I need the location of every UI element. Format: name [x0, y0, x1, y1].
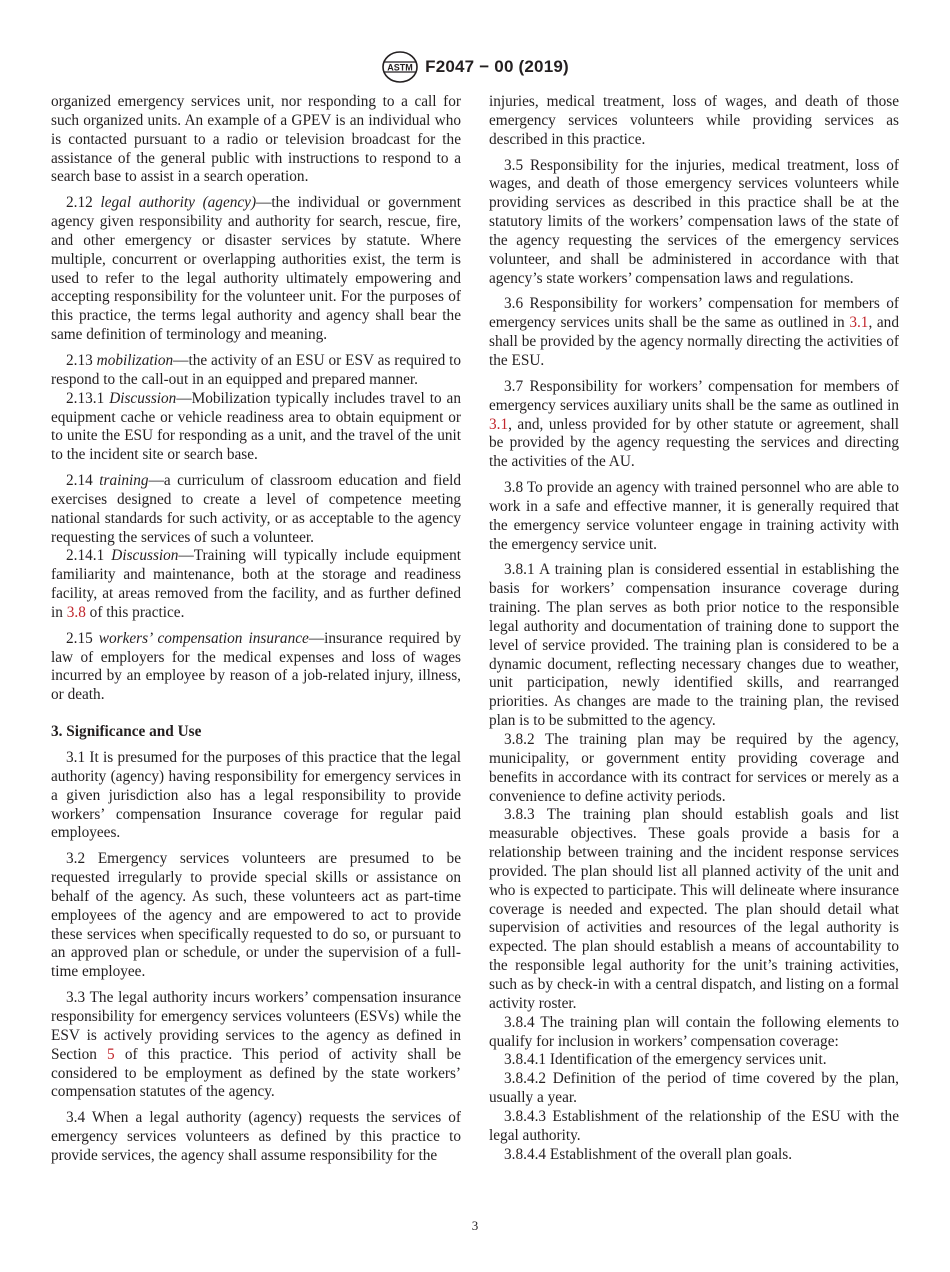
link-section-3-1[interactable]: 3.1: [489, 415, 509, 433]
page-number: 3: [471, 1218, 479, 1233]
left-column: [51, 93, 461, 1166]
paragraph-3-4: 3.4 When a legal authority (agency) requests the services of emergency services volunteers as defined by this practice to provide services, the agency shall assume responsibility for the: [51, 1109, 461, 1164]
paragraph-3-7: 3.7 Responsibility for workers’ compensation for members of emergency services auxiliary units shall be the same as outlined in 3.1, and, unless provided for by other statute or agreement, shall be provided by the agency requesting the services and directing the activities of the AU.: [489, 377, 899, 471]
term-discussion: Discussion: [109, 389, 177, 407]
term-discussion: Discussion: [111, 547, 179, 565]
paragraph-3-2: 3.2 Emergency services volunteers are presumed to be requested irregularly to provide special skills or assistance on behalf of the agency. As such, these volunteers act as part-time employees of the agency and are empowered to act to provide these services when specifically requested to do so, or pursuant to an approved plan or schedule, or under the supervision of a full-time employee.: [51, 850, 461, 981]
section-heading-3: 3. Significance and Use: [51, 723, 202, 741]
paragraph-3-3: 3.3 The legal authority incurs workers’ compensation insurance responsibility for emergency services volunteers (ESVs) while the ESV is actively providing services to the agency as defined in Section 5 of this practice. This period of activity shall be considered to be employment as defined by the state workers’ compensation statutes of the agency.: [51, 989, 461, 1101]
astm-logo-icon: [381, 50, 419, 84]
paragraph-gpev-continued: organized emergency services unit, nor responding to a call for such organized units. An example of a GPEV is an individual who is contacted pursuant to a radio or television broadcast for the assistance of the general public with instructions to respond to a search base to assist in a search operation.: [51, 93, 461, 186]
paragraph-3-8-2: 3.8.2 The training plan may be required by the agency, municipality, or government entity providing coverage and benefits in accordance with its contract for services or merely as a convenience to define activity periods.: [489, 731, 899, 805]
paragraph-3-8-1: 3.8.1 A training plan is considered essential in establishing the basis for workers’ compensation insurance coverage during training. The plan serves as both prior notice to the responsible legal authority and documentation of training done to support the level of service provided. The training plan is considered to be a dynamic document, reflecting necessary changes due to weather, unit participation, newly identified skills, and rearranged priorities. As changes are made to the training plan, the revised plan is to be submitted to the agency.: [489, 561, 899, 730]
paragraph-3-8-4-4: 3.8.4.4 Establishment of the overall plan goals.: [504, 1145, 793, 1163]
term-workers-compensation: workers’ compensation insurance: [98, 629, 309, 647]
definition-2-12: 2.12 legal authority (agency)—the individual or government agency given responsibility and authority for search, rescue, fire, and other emergency or disaster services by statute. Where multiple, concurrent or overlapping authorities exist, the term is used to refer to the legal authority ultimately empowering and accepting responsibility for the volunteer unit. For the purposes of this practice, the terms legal authority and agency shall bear the same definition of terminology and meaning.: [51, 194, 462, 344]
link-section-3-1[interactable]: 3.1: [849, 314, 869, 332]
page-header: [0, 50, 950, 84]
paragraph-3-6: 3.6 Responsibility for workers’ compensation for members of emergency services units shall be the same as outlined in 3.1, and shall be provided by the agency normally directing the activities of the ESU.: [489, 295, 899, 369]
definition-2-14: 2.14 training—a curriculum of classroom education and field exercises designed to create a level of competence meeting national standards for such activity, or as acceptable to the agency requesting the services of such a volunteer.: [51, 472, 462, 546]
astm-logo-text: ASTM: [387, 62, 413, 73]
term-mobilization: mobilization: [96, 351, 174, 369]
standard-designation: F2047 − 00 (2019): [425, 57, 569, 76]
link-section-3-8[interactable]: 3.8: [66, 603, 86, 621]
paragraph-3-8-4: 3.8.4 The training plan will contain the following elements to qualify for inclusion in workers’ compensation coverage:: [489, 1013, 899, 1050]
paragraph-3-8-4-2: 3.8.4.2 Definition of the period of time covered by the plan, usually a year.: [489, 1070, 899, 1107]
paragraph-3-5: 3.5 Responsibility for the injuries, medical treatment, loss of wages, and death of those emergency services volunteers while providing services as described in this practice shall be at the statutory limits of the workers’ compensation laws of the state of the agency requesting the services of the emergency services volunteer, and shall be administered in accordance with that agency’s state workers’ compensation laws and regulations.: [489, 156, 899, 287]
term-legal-authority: legal authority (agency): [100, 194, 257, 212]
right-column: [489, 93, 899, 1164]
term-training: training: [99, 472, 149, 490]
definition-2-13: 2.13 mobilization—the activity of an ESU or ESV as required to respond to the call-out in an equipped and prepared manner.: [51, 351, 462, 388]
discussion-2-14-1: 2.14.1 Discussion—Training will typically include equipment familiarity and maintenance, both at the storage and readiness facility, at areas removed from the facility, and as further defined in 3.8 of this practice.: [51, 547, 461, 621]
paragraph-3-1: 3.1 It is presumed for the purposes of this practice that the legal authority (agency) having responsibility for emergency services in a given jurisdiction also has a legal responsibility to provide workers’ compensation Insurance coverage for regular paid employees.: [51, 749, 461, 842]
paragraph-3-4-continued: injuries, medical treatment, loss of wages, and death of those emergency services volunteers while providing services as described in this practice.: [489, 93, 899, 148]
paragraph-3-8-4-3: 3.8.4.3 Establishment of the relationship of the ESU with the legal authority.: [489, 1107, 899, 1144]
paragraph-3-8: 3.8 To provide an agency with trained personnel who are able to work in a safe and effective manner, it is generally required that the emergency service volunteer engage in training activity with the emergency service unit.: [489, 479, 899, 553]
discussion-2-13-1: 2.13.1 Discussion—Mobilization typically includes travel to an equipment cache or vehicle readiness area to obtain equipment or to unite the ESU for responding as a unit, and the travel of the unit to the incident site or search base.: [51, 389, 461, 464]
paragraph-3-8-3: 3.8.3 The training plan should establish goals and list measurable objectives. These goals provide a basis for a relationship between training and the incident response services provided. The plan should list all planned activity of the unit and who is expected to participate. This will delineate where insurance coverage is needed and expected. The plan should detail what supervision of activities and resources of the legal authority is expected. The plan should establish a means of accountability to the responsible legal authority for the unit’s training activities, such as by check-in with a central dispatch, and listing on a formal activity roster.: [489, 806, 899, 1012]
link-section-5[interactable]: 5: [107, 1045, 115, 1063]
paragraph-3-8-4-1: 3.8.4.1 Identification of the emergency services unit.: [504, 1051, 827, 1069]
definition-2-15: 2.15 workers’ compensation insurance—insurance required by law of employers for the medical expenses and loss of wages incurred by an employee by reason of a job-related injury, illness, or death.: [51, 629, 461, 704]
